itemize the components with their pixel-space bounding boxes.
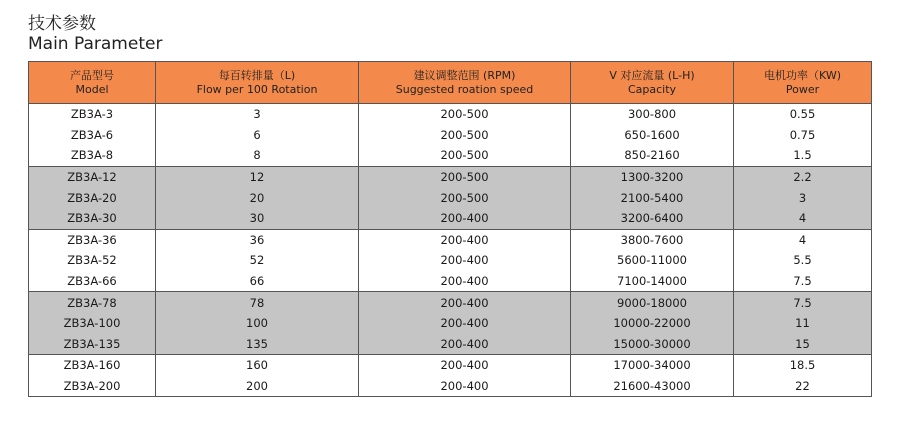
page-title	[28, 14, 162, 54]
cell-flow: 36	[156, 229, 359, 250]
header-model-en: Model	[75, 82, 109, 96]
cell-power: 11	[734, 313, 872, 334]
cell-flow: 200	[156, 376, 359, 397]
table-row	[29, 250, 872, 271]
header-speed-cn: 建议调整范围 (RPM)	[413, 68, 516, 82]
header-capacity-en: Capacity	[627, 82, 677, 96]
table-row	[29, 104, 872, 125]
cell-capacity: 21600-43000	[571, 376, 734, 397]
cell-speed: 200-500	[359, 166, 571, 187]
cell-flow: 135	[156, 334, 359, 355]
cell-capacity: 15000-30000	[571, 334, 734, 355]
cell-capacity: 850-2160	[571, 145, 734, 166]
table-row	[29, 166, 872, 187]
cell-capacity: 10000-22000	[571, 313, 734, 334]
cell-power: 22	[734, 376, 872, 397]
cell-model: ZB3A-200	[29, 376, 156, 397]
cell-flow: 12	[156, 166, 359, 187]
cell-model: ZB3A-66	[29, 271, 156, 292]
table-row	[29, 145, 872, 166]
cell-capacity: 300-800	[571, 104, 734, 125]
cell-model: ZB3A-52	[29, 250, 156, 271]
cell-power: 18.5	[734, 355, 872, 376]
cell-flow: 66	[156, 271, 359, 292]
cell-speed: 200-400	[359, 208, 571, 229]
cell-capacity: 17000-34000	[571, 355, 734, 376]
cell-model: ZB3A-6	[29, 125, 156, 146]
cell-power: 4	[734, 208, 872, 229]
table-row	[29, 313, 872, 334]
cell-capacity: 3200-6400	[571, 208, 734, 229]
cell-speed: 200-400	[359, 334, 571, 355]
cell-flow: 20	[156, 187, 359, 208]
cell-flow: 160	[156, 355, 359, 376]
cell-power: 4	[734, 229, 872, 250]
cell-model: ZB3A-8	[29, 145, 156, 166]
cell-speed: 200-400	[359, 313, 571, 334]
cell-speed: 200-400	[359, 250, 571, 271]
table-header-row	[29, 62, 872, 104]
cell-speed: 200-400	[359, 229, 571, 250]
parameter-table	[28, 61, 872, 397]
cell-speed: 200-400	[359, 292, 571, 313]
cell-model: ZB3A-135	[29, 334, 156, 355]
cell-capacity: 2100-5400	[571, 187, 734, 208]
cell-power: 7.5	[734, 292, 872, 313]
title-chinese: 技术参数	[28, 14, 96, 34]
cell-capacity: 3800-7600	[571, 229, 734, 250]
cell-capacity: 1300-3200	[571, 166, 734, 187]
cell-power: 3	[734, 187, 872, 208]
cell-speed: 200-400	[359, 376, 571, 397]
cell-flow: 78	[156, 292, 359, 313]
cell-model: ZB3A-20	[29, 187, 156, 208]
title-english: Main Parameter	[28, 34, 163, 54]
header-capacity-cn: V 对应流量 (L-H)	[609, 68, 695, 82]
table-row	[29, 187, 872, 208]
cell-speed: 200-500	[359, 187, 571, 208]
cell-model: ZB3A-100	[29, 313, 156, 334]
table-row	[29, 229, 872, 250]
cell-flow: 6	[156, 125, 359, 146]
table-row	[29, 355, 872, 376]
table-row	[29, 208, 872, 229]
header-capacity	[571, 62, 734, 104]
header-flow-en: Flow per 100 Rotation	[196, 82, 318, 96]
cell-capacity: 7100-14000	[571, 271, 734, 292]
cell-capacity: 9000-18000	[571, 292, 734, 313]
table-row	[29, 292, 872, 313]
header-power-cn: 电机功率（KW)	[764, 68, 841, 82]
header-speed-en: Suggested roation speed	[395, 82, 534, 96]
cell-flow: 100	[156, 313, 359, 334]
cell-flow: 52	[156, 250, 359, 271]
header-power-en: Power	[785, 82, 820, 96]
cell-model: ZB3A-78	[29, 292, 156, 313]
cell-power: 1.5	[734, 145, 872, 166]
cell-speed: 200-500	[359, 125, 571, 146]
cell-speed: 200-500	[359, 104, 571, 125]
cell-flow: 30	[156, 208, 359, 229]
cell-power: 0.55	[734, 104, 872, 125]
cell-speed: 200-500	[359, 145, 571, 166]
cell-model: ZB3A-3	[29, 104, 156, 125]
cell-capacity: 650-1600	[571, 125, 734, 146]
table-row	[29, 376, 872, 397]
table-row	[29, 125, 872, 146]
header-flow-cn: 每百转排量（L)	[218, 68, 296, 82]
header-speed	[359, 62, 571, 104]
header-model	[29, 62, 156, 104]
cell-model: ZB3A-160	[29, 355, 156, 376]
cell-speed: 200-400	[359, 271, 571, 292]
header-flow	[156, 62, 359, 104]
cell-model: ZB3A-36	[29, 229, 156, 250]
cell-flow: 3	[156, 104, 359, 125]
cell-power: 5.5	[734, 250, 872, 271]
header-model-cn: 产品型号	[70, 68, 114, 82]
cell-capacity: 5600-11000	[571, 250, 734, 271]
table-row	[29, 271, 872, 292]
cell-speed: 200-400	[359, 355, 571, 376]
cell-power: 0.75	[734, 125, 872, 146]
cell-model: ZB3A-12	[29, 166, 156, 187]
cell-power: 2.2	[734, 166, 872, 187]
table-row	[29, 334, 872, 355]
cell-model: ZB3A-30	[29, 208, 156, 229]
cell-flow: 8	[156, 145, 359, 166]
cell-power: 7.5	[734, 271, 872, 292]
header-power	[734, 62, 872, 104]
cell-power: 15	[734, 334, 872, 355]
